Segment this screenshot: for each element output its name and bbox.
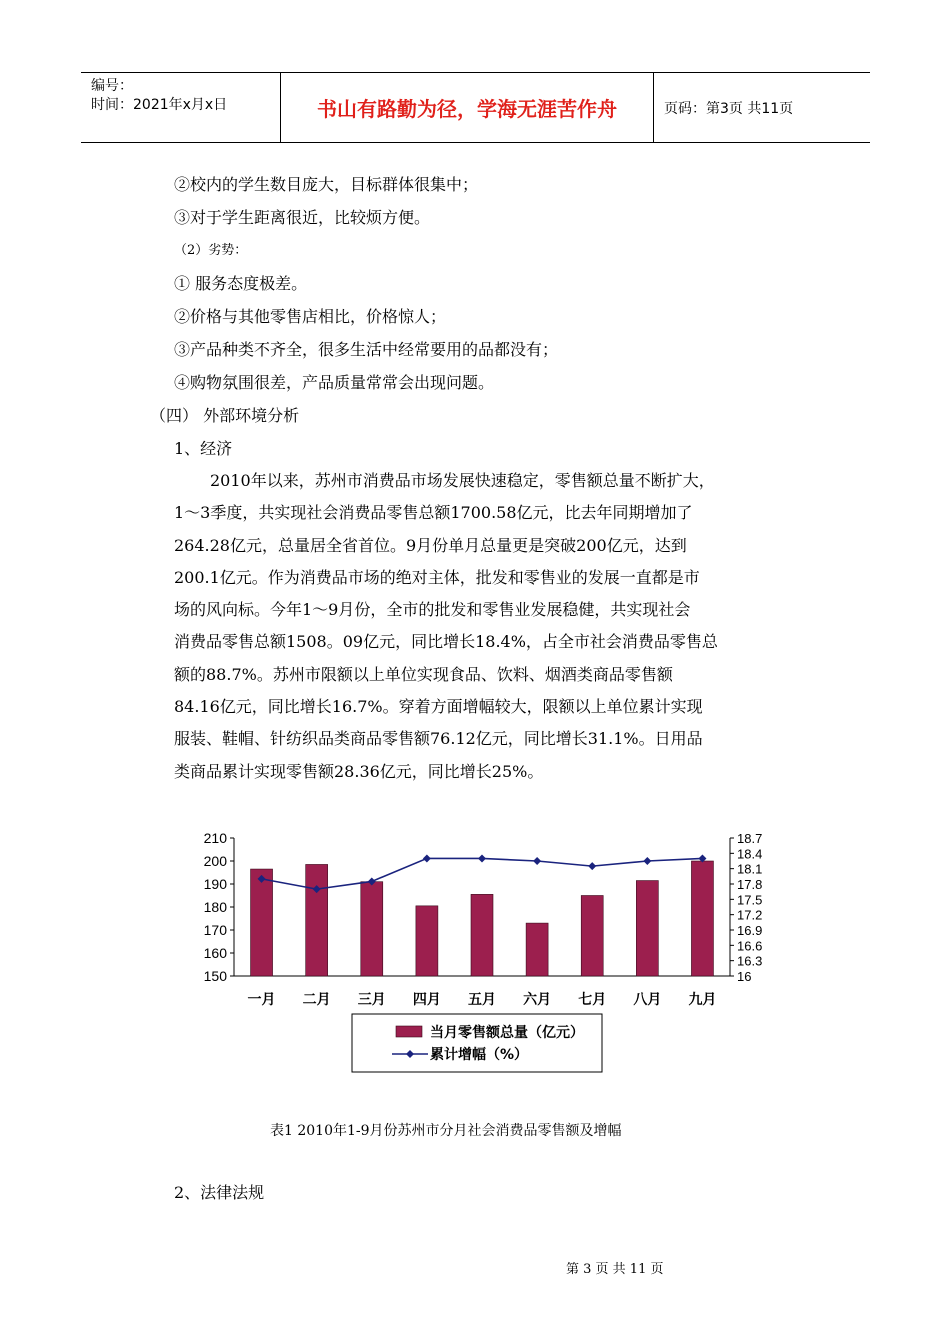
text-line: ③对于学生距离很近，比较烦方便。 xyxy=(174,208,431,227)
para-line: 额的88.7%。苏州市限额以上单位实现食品、饮料、烟酒类商品零售额 xyxy=(174,664,673,684)
growth-point xyxy=(643,857,651,865)
right-tick-label: 16.9 xyxy=(737,923,763,938)
growth-point xyxy=(533,857,541,865)
growth-point xyxy=(423,854,431,862)
bar xyxy=(581,896,603,977)
right-tick-label: 17.2 xyxy=(737,907,763,923)
text-line: ②校内的学生数目庞大，目标群体很集中； xyxy=(174,175,479,194)
economy-paragraph xyxy=(174,465,814,788)
category-label: 三月 xyxy=(357,992,386,1008)
bar xyxy=(636,881,658,976)
text-line: ②价格与其他零售店相比，价格惊人； xyxy=(174,307,447,326)
left-tick-label: 210 xyxy=(203,830,227,846)
para-line: 84.16亿元，同比增长16.7%。穿着方面增幅较大，限额以上单位累计实现 xyxy=(174,697,703,717)
legend-bar-swatch xyxy=(396,1026,422,1037)
section-heading: （四） 外部环境分析 xyxy=(150,406,300,425)
category-label: 六月 xyxy=(523,992,552,1008)
para-line xyxy=(174,465,814,497)
right-tick-label: 18.4 xyxy=(737,846,763,862)
category-label: 二月 xyxy=(302,992,331,1008)
sales-chart xyxy=(182,818,763,1110)
para-line: 200.1亿元。作为消费品市场的绝对主体，批发和零售业的发展一直都是市 xyxy=(174,567,700,587)
page-footer: 第 3 页 共 11 页 xyxy=(566,1262,664,1277)
chart-caption: 表1 2010年1-9月份苏州市分月社会消费品零售额及增幅 xyxy=(270,1123,622,1139)
para-line: 场的风向标。今年1～9月份，全市的批发和零售业发展稳健，共实现社会 xyxy=(174,600,691,620)
category-label: 五月 xyxy=(468,992,496,1008)
left-tick-label: 200 xyxy=(203,853,227,869)
bar xyxy=(416,906,438,976)
bar xyxy=(251,869,273,976)
left-tick-label: 180 xyxy=(203,899,227,915)
category-label: 九月 xyxy=(688,992,717,1008)
header-meta xyxy=(81,73,281,142)
header-time: 时间：2021年x月x日 xyxy=(91,97,228,113)
bar xyxy=(691,861,713,976)
legend-bar-label: 当月零售额总量（亿元） xyxy=(430,1025,584,1041)
left-tick-label: 150 xyxy=(203,968,227,984)
right-tick-label: 16 xyxy=(737,969,752,984)
right-tick-label: 17.8 xyxy=(737,877,763,892)
bar xyxy=(306,864,328,976)
para-line: 264.28亿元，总量居全省首位。9月份单月总量更是突破200亿元，达到 xyxy=(174,535,687,555)
right-tick-label: 18.1 xyxy=(737,861,763,877)
subsection-heading: 1、经济 xyxy=(174,439,233,458)
left-tick-label: 160 xyxy=(203,945,227,961)
legend-line-label: 累计增幅（%） xyxy=(430,1047,529,1063)
right-tick-label: 16.3 xyxy=(737,953,763,969)
growth-point xyxy=(478,854,486,862)
text-line: ① 服务态度极差。 xyxy=(174,274,308,293)
category-label: 一月 xyxy=(247,992,276,1008)
bar xyxy=(471,894,493,976)
header-page: 页码：第3页 共11页 xyxy=(664,100,794,117)
para-line: 类商品累计实现零售额28.36亿元，同比增长25%。 xyxy=(174,761,544,781)
text-line: ③产品种类不齐全，很多生活中经常要用的品都没有； xyxy=(174,340,559,359)
legend-box xyxy=(352,1014,602,1072)
left-tick-label: 170 xyxy=(203,922,227,938)
header-number: 编号： xyxy=(91,78,133,94)
bar xyxy=(361,882,383,976)
growth-point xyxy=(588,862,596,870)
right-tick-label: 16.6 xyxy=(737,938,763,954)
text-line: （2）劣势： xyxy=(174,243,248,258)
right-tick-label: 17.5 xyxy=(737,892,763,908)
category-label: 四月 xyxy=(412,992,441,1008)
para-text: 2010年以来，苏州市消费品市场发展快速稳定，零售额总量不断扩大， xyxy=(210,471,715,490)
right-tick-label: 18.7 xyxy=(737,831,763,846)
text-line: ④购物氛围很差，产品质量常常会出现问题。 xyxy=(174,373,495,392)
category-label: 八月 xyxy=(633,992,662,1008)
category-label: 七月 xyxy=(578,992,607,1008)
bar xyxy=(526,923,548,976)
para-line: 消费品零售总额1508。09亿元，同比增长18.4%，占全市社会消费品零售总 xyxy=(174,632,718,652)
left-tick-label: 190 xyxy=(203,876,227,892)
body-content xyxy=(150,168,814,788)
subsection-heading-law: 2、法律法规 xyxy=(174,1183,265,1202)
para-line: 1～3季度，共实现社会消费品零售总额1700.58亿元，比去年同期增加了 xyxy=(174,503,693,523)
para-line: 服装、鞋帽、针纺织品类商品零售额76.12亿元，同比增长31.1%。日用品 xyxy=(174,729,703,749)
header-motto: 书山有路勤为径，学海无涯苦作舟 xyxy=(281,73,654,142)
header-table xyxy=(81,72,870,143)
chart-svg xyxy=(182,818,763,1110)
